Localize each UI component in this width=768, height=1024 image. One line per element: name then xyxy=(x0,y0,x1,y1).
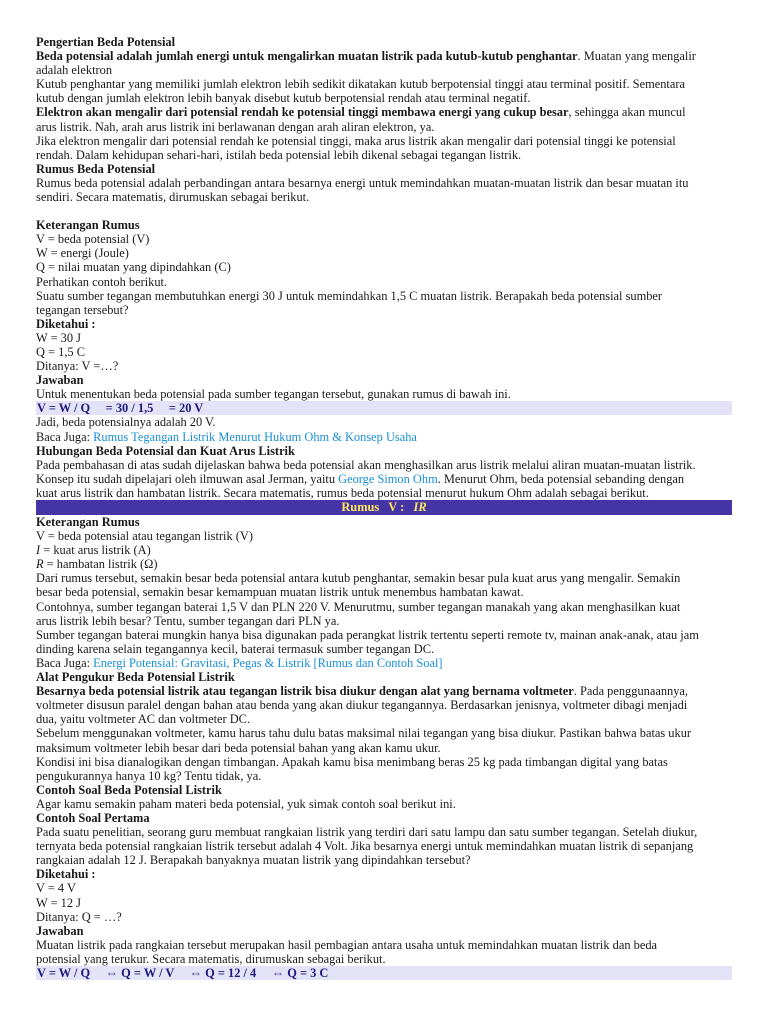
legend-line: Q = nilai muatan yang dipindahkan (C) xyxy=(36,260,231,275)
definition-line xyxy=(36,49,732,63)
legend-line: V = beda potensial atau tegangan listrik (V) xyxy=(36,529,253,544)
paragraph-line: voltmeter disusun paralel dengan bahan atau benda yang akan diukur tegangannya. Berdasarkan jenisnya, voltmeter dibagi menjadi xyxy=(36,698,688,713)
paragraph-line: potensial yang terukur. Secara matematis, dirumuskan sebagai berikut. xyxy=(36,951,386,966)
paragraph-line: Sumber tegangan baterai mungkin hanya bisa digunakan pada perangkat listrik tertentu seperti remote tv, mainan anak-anak, atau jam xyxy=(36,627,699,642)
subsection-title: Contoh Soal Pertama xyxy=(36,810,150,825)
legend-line: W = energi (Joule) xyxy=(36,246,129,261)
section-title-alat: Alat Pengukur Beda Potensial Listrik xyxy=(36,670,235,685)
ohm-formula-label: Rumus V : xyxy=(341,500,414,514)
ohm-formula-value: IR xyxy=(413,500,427,514)
baca-juga-prefix: Baca Juga: xyxy=(36,655,94,670)
paragraph-line: maksimum voltmeter lebih besar dari beda potensial bahan yang akan kamu ukur. xyxy=(36,740,441,755)
formula-bar: V = W / Q = 30 / 1,5 = 20 V xyxy=(36,401,732,415)
question-line: rangkaian adalah 12 J. Berapakah banyaknya muatan listrik yang dipindahkan tersebut? xyxy=(36,853,471,868)
symbol-r: R xyxy=(36,557,44,572)
ohm-formula-banner xyxy=(36,500,732,515)
question-line: ternyata beda potensial rangkaian listrik tersebut adalah 4 Volt. Jika besarnya energi untuk memindahkan muatan listrik di sepanjang xyxy=(36,839,694,854)
definition-bold: Beda potensial adalah jumlah energi untuk mengalirkan muatan listrik pada kutub-kutub penghantar xyxy=(36,49,578,64)
result-line: Jadi, beda potensialnya adalah 20 V. xyxy=(36,415,216,430)
legend-line xyxy=(36,543,732,557)
definition-rest: . Muatan yang mengalir xyxy=(577,49,696,64)
given-line: Q = 1,5 C xyxy=(36,344,85,359)
paragraph-line: Contohnya, sumber tegangan baterai 1,5 V dan PLN 220 V. Menurutmu, sumber tegangan manakah yang akan menghasilkan kuat xyxy=(36,599,681,614)
baca-juga-prefix: Baca Juga: xyxy=(36,429,94,444)
section-title-rumus: Rumus Beda Potensial xyxy=(36,161,156,176)
paragraph-line: dinding karena selain tegangannya kecil, baterai termasuk sumber tegangan DC. xyxy=(36,641,435,656)
paragraph-line: arus listrik. Nah, arah arus listrik ini berlawanan dengan arah aliran elektron, ya. xyxy=(36,119,435,134)
paragraph-line: Muatan listrik pada rangkaian tersebut merupakan hasil pembagian antara usaha untuk memindahkan muatan listrik dan beda xyxy=(36,937,658,952)
paragraph-line: Perhatikan contoh berikut. xyxy=(36,274,168,289)
paragraph-line: Jika elektron mengalir dari potensial rendah ke potensial tinggi, maka arus listrik akan mengalir dari potensial tinggi ke potensial xyxy=(36,133,676,148)
jawaban-label: Jawaban xyxy=(36,373,84,388)
flow-bold: Elektron akan mengalir dari potensial rendah ke potensial tinggi membawa energi yang cukup besar xyxy=(36,105,569,120)
paragraph-line: besar beda potensial, semakin besar kemampuan muatan listrik untuk menembus hambatan kawat. xyxy=(36,585,524,600)
paragraph-line: Kutub penghantar yang memiliki jumlah elektron lebih sedikit dikatakan kutub berpotensial tinggi atau terminal positif. Sementara xyxy=(36,77,685,92)
formula-image-gap xyxy=(36,204,732,218)
baca-juga-link[interactable]: Energi Potensial: Gravitasi, Pegas & Listrik [Rumus dan Contoh Soal] xyxy=(93,655,443,670)
jawaban-label: Jawaban xyxy=(36,923,84,938)
legend-r-text: = hambatan listrik (Ω) xyxy=(43,557,158,572)
paragraph-line: Dari rumus tersebut, semakin besar beda potensial antara kutub penghantar, semakin besar pula kuat arus yang mengalir. Semakin xyxy=(36,571,681,586)
voltmeter-bold: Besarnya beda potensial listrik atau tegangan listrik bisa diukur dengan alat yang bernama voltmeter xyxy=(36,684,574,699)
paragraph-line: Agar kamu semakin paham materi beda potensial, yuk simak contoh soal berikut ini. xyxy=(36,796,456,811)
question-line: Pada suatu penelitian, seorang guru membuat rangkaian listrik yang terdiri dari satu lampu dan satu sumber tegangan. Setelah diukur, xyxy=(36,825,698,840)
paragraph-line: Pada pembahasan di atas sudah dijelaskan bahwa beda potensial akan menghasilkan arus listrik melalui aliran muatan-muatan listrik. xyxy=(36,457,696,472)
paragraph-line: arus listrik lebih besar? Tentu, sumber tegangan dari PLN ya. xyxy=(36,613,340,628)
paragraph-line: pengukurannya hanya 10 kg? Tentu tidak, ya. xyxy=(36,768,262,783)
definition-line-2: adalah elektron xyxy=(36,63,113,78)
section-title-keterangan-2: Keterangan Rumus xyxy=(36,515,140,529)
paragraph-line: Untuk menentukan beda potensial pada sumber tegangan tersebut, gunakan rumus di bawah ini. xyxy=(36,387,511,402)
legend-i-text: = kuat arus listrik (A) xyxy=(40,543,151,558)
diketahui-label: Diketahui : xyxy=(36,867,96,882)
formula-bar: V = W / Q ⇔ Q = W / V ⇔ Q = 12 / 4 ⇔ Q = 3 C xyxy=(36,966,732,980)
given-line: V = 4 V xyxy=(36,881,76,896)
paragraph-line: sendiri. Secara matematis, dirumuskan sebagai berikut. xyxy=(36,190,310,205)
diketahui-label: Diketahui : xyxy=(36,316,96,331)
given-line: W = 12 J xyxy=(36,895,81,910)
baca-juga-line xyxy=(36,656,732,670)
paragraph-line: Suatu sumber tegangan membutuhkan energi 30 J untuk memindahkan 1,5 C muatan listrik. Berapakah beda potensial sumber xyxy=(36,288,663,303)
section-title-pengertian: Pengertian Beda Potensial xyxy=(36,35,176,49)
paragraph-line: Sebelum menggunakan voltmeter, kamu harus tahu dulu batas maksimal nilai tegangan yang bisa diukur. Pastikan bahwa batas ukur xyxy=(36,726,692,741)
voltmeter-rest: . Pada penggunaannya, xyxy=(573,684,689,699)
section-title-keterangan: Keterangan Rumus xyxy=(36,218,140,233)
paragraph-line: kutub dengan jumlah elektron lebih banyak disebut kutub berpotensial rendah atau terminal negatif. xyxy=(36,91,531,106)
paragraph-line: Rumus beda potensial adalah perbandingan antara besarnya energi untuk memindahkan muatan-muatan listrik dan besar muatan itu xyxy=(36,175,689,190)
given-line: Ditanya: V =…? xyxy=(36,359,119,374)
legend-line xyxy=(36,557,732,571)
paragraph-line: rendah. Dalam kehidupan sehari-hari, istilah beda potensial lebih dikenal sebagai tegangan listrik. xyxy=(36,147,522,162)
given-line: Ditanya: Q = …? xyxy=(36,909,122,924)
ohm-line-post: . Menurut Ohm, beda potensial sebanding dengan xyxy=(437,471,685,486)
given-line: W = 30 J xyxy=(36,330,81,345)
article xyxy=(36,35,732,980)
paragraph-line: dua, yaitu voltmeter AC dan voltmeter DC. xyxy=(36,712,251,727)
flow-line xyxy=(36,105,732,119)
baca-juga-line xyxy=(36,430,732,444)
section-title-hubungan: Hubungan Beda Potensial dan Kuat Arus Listrik xyxy=(36,443,295,458)
voltmeter-line xyxy=(36,684,732,698)
symbol-i: I xyxy=(36,543,41,558)
paragraph-line: Kondisi ini bisa dianalogikan dengan timbangan. Apakah kamu bisa menimbang beras 25 kg pada timbangan digital yang batas xyxy=(36,754,668,769)
flow-rest: , sehingga akan muncul xyxy=(568,105,686,120)
legend-line: V = beda potensial (V) xyxy=(36,232,150,247)
paragraph-line: tegangan tersebut? xyxy=(36,302,129,317)
section-title-contoh: Contoh Soal Beda Potensial Listrik xyxy=(36,782,222,797)
paragraph-line: kuat arus listrik dan hambatan listrik. Secara matematis, rumus beda potensial menurut hukum Ohm adalah sebagai berikut. xyxy=(36,485,649,500)
baca-juga-link[interactable]: Rumus Tegangan Listrik Menurut Hukum Ohm & Konsep Usaha xyxy=(93,429,417,444)
ohm-line xyxy=(36,472,732,486)
george-simon-ohm-link[interactable]: George Simon Ohm xyxy=(338,471,438,486)
ohm-line-pre: Konsep itu sudah dipelajari oleh ilmuwan asal Jerman, yaitu xyxy=(36,471,339,486)
